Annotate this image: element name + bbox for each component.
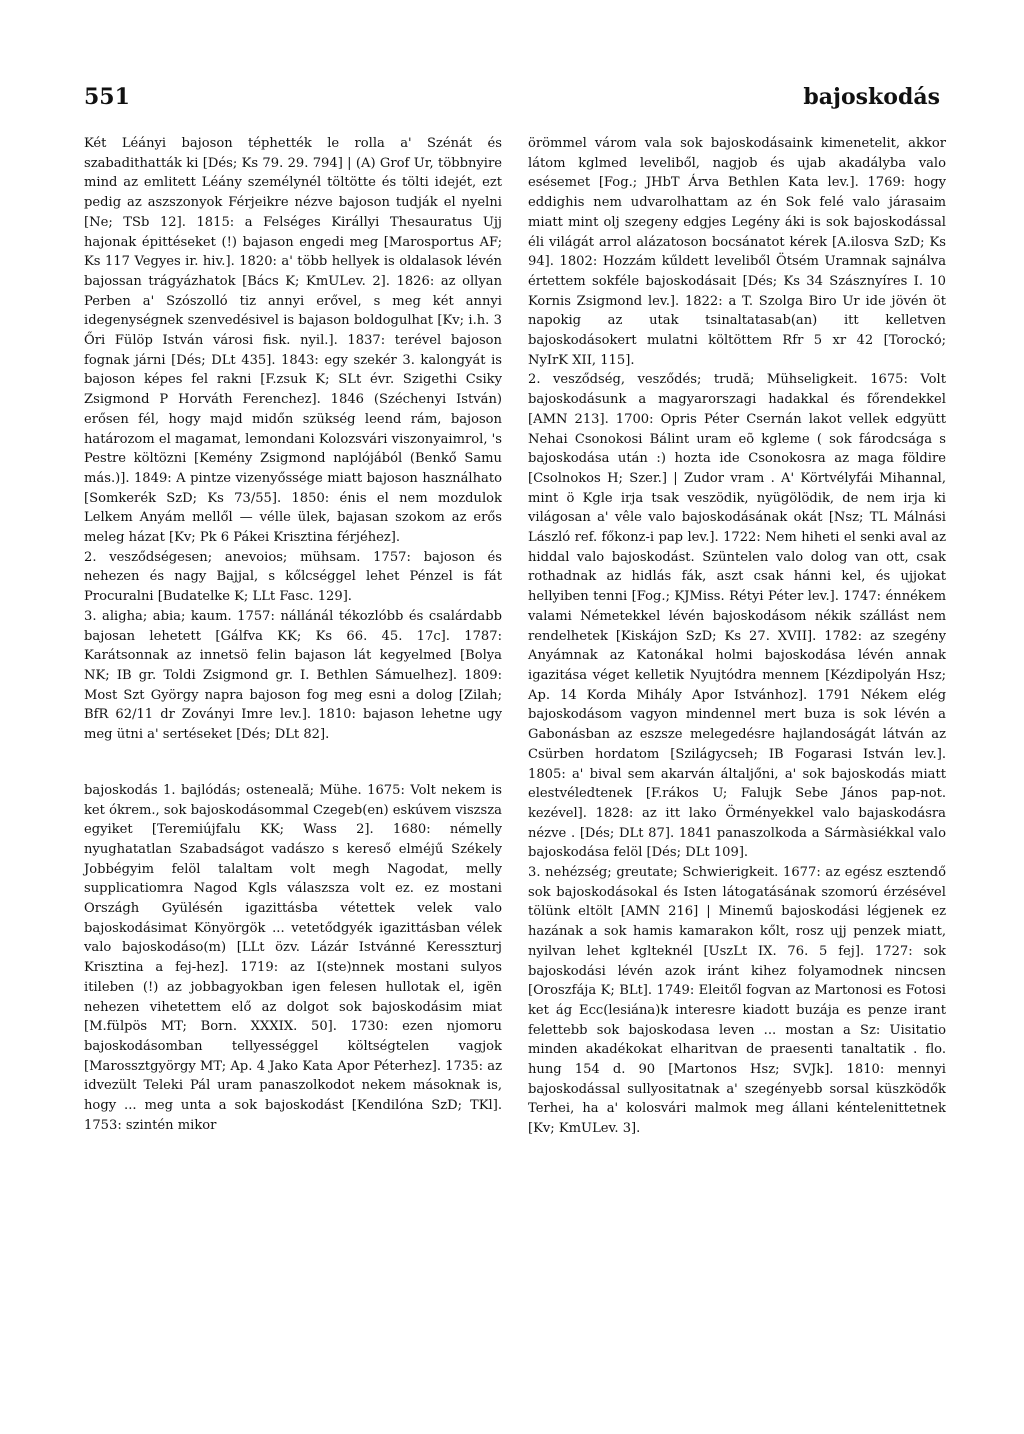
running-head: bajoskodás (803, 84, 940, 110)
entry-continuation: örömmel várom vala sok bajoskodásaink kimenetelit, akkor látom kglmed leveliből, nagjob és ujab akadályba valo esésemet [Fog.; JHbT Árva Bethlen Kata lev.]. 1769: hogy eddighis nem udvarolhattam az én Sok felé valo járasaim miatt mint olj szegeny edgjes Legény áki is sok bajoskodással éli világát arrol alázatoson bocsánatot kérek [A.ilosva SzD; Ks 94]. 1802: Hozzám kűldett leveliből Ötsém Uramnak sajnálva értettem sokféle bajoskodásait [Dés; Ks 34 Szásznyíres I. 10 Kornis Zsigmond lev.]. 1822: a T. Szolga Biro Ur ide jövén öt napokig az utak tsinaltatasab(an) itt kelletven bajoskodásokert mulatni költöttem Rfr 5 xr 42 [Torockó; NyIrK XII, 115]. (528, 136, 946, 368)
entry-sense-3: 3. nehézség; greutate; Schwierigkeit. 1677: az egész esztendő sok bajoskodásokal és Isten látogatásának szomorú érzésével tölünk eltölt [AMN 216] | Minemű bajoskodási légjenek ez hazának a sok hamis kamarakon kőlt, rosz ujj penzek miatt, nyilvan lehet kglteknél [UszLt IX. 76. 5 fej]. 1727: sok bajoskodási lévén azok iránt kihez folyamodnek nincsen [Oroszfája K; BLt]. 1749: Eleitől fogvan az Martonosi es Fotosi ket ág Ecc(lesiána)k interesre kiadott buzája es penze irant felettebb sok bajoskodasa leven ... mostan a Sz: Uisitatio minden akadékokat elharitvan de praesenti tanaltatik . flo. hung 154 d. 90 [Martonos Hsz; SVJk]. 1810: mennyi bajoskodással sullyositatnak a' szegényebb sorsal küszködők Terhei, ha a' kolosvári malmok meg állani kéntelenittetnek [Kv; KmULev. 3]. (528, 865, 946, 1137)
entry-paragraph: Két Léányi bajoson téphették le rolla a' Szénát és szabadithatták ki [Dés; Ks 79. 29. 794] | (A) Grof Ur, többnyire mind az emlitett Léány személynél töltötte és tölti idejét, ezt pedig az aszszonyok Férjeikre nézve bajoson tudják el nyelni [Ne; TSb 12]. 1815: a Felséges Királlyi Thesauratus Ujj hajonak épittéseket (!) bajason engedi meg [Marosportus AF; Ks 117 Vegyes ir. hiv.]. 1820: a' több hellyek is oldalasok lévén bajossan trágyázhatok [Bács K; KmULev. 2]. 1826: az ollyan Perben a' Szószolló tiz annyi erővel, s meg két annyi idegenységnek szenvedésivel is bajason boldogulhat [Kv; i.h. 3 Őri Fülöp István városi fisk. nyil.]. 1837: terével bajoson fognak járni [Dés; DLt 435]. 1843: egy szekér 3. kalongyát is bajoson képes fel rakni [F.zsuk K; SLt évr. Szigethi Csiky Zsigmond P Horváth Ferenchez]. 1846 (Széchenyi István) erősen fél, hogy majd midőn szükség leend rám, bajoson határozom el magamat, lemondani Kolozsvári viszonyaimrol, 's Pestre költözni [Kemény Zsigmond naplójából (Benkő Samu más.)]. 1849: A pintze vizenyőssége miatt bajoson használhato [Somkerék SzD; Ks 73/55]. 1850: énis el nem mozdulok Lelkem Anyám mellől — vélle ülek, bajasan szokom az erős meleg házat [Kv; Pk 6 Pákei Krisztina férjéhez]. (84, 136, 502, 546)
entry-sense-2: 2. vesződségesen; anevoios; mühsam. 1757: bajoson és nehezen és nagy Bajjal, s kőlcséggel lehet Pénzel is fát Procuralni [Budatelke K; LLt Fasc. 129]. (84, 549, 502, 605)
page-number: 551 (84, 84, 130, 110)
entry-sense-2: 2. vesződség, vesződés; trudă; Mühseligkeit. 1675: Volt bajoskodásunk a magyarorszagi hadakkal és főrendekkel [AMN 213]. 1700: Opris Péter Csernán lakot vellek edgyütt Nehai Csonokosi Bálint uram eõ kgleme ( sok fárodcsága s bajoskodása után :) hozta ide Csonokosra az maga földire [Csolnokos H; Szer.] | Zudor vram . A' Körtvélyfái Mihannal, mint ö Kgle irja tsak veszödik, nyügölödik, de nem irja ki világosan a' vêle valo bajoskodásának okát [Nsz; TL Málnási László ref. főkonz-i pap lev.]. 1722: Nem hiheti el senki aval az hiddal valo bajoskodást. Szüntelen valo dolog van ott, csak rothadnak az hidlás fák, aszt csak hánni kel, és ujjokat hellyiben tenni [Fog.; KJMiss. Rétyi Péter lev.]. 1747: énnékem valami Németekkel lévén bajoskodásom nékik szállást nem rendelhetek [Kiskájon SzD; Ks 27. XVII]. 1782: az szegény Anyámnak az Katonákal holmi bajoskodása lévén annak igazitása véget kelletik Nyujtódra mennem [Kézdipolyán Hsz; Ap. 14 Korda Mihály Apor Istvánhoz]. 1791 Nékem elég bajoskodásom vagyon mindennel mert buza is sok lévén a Gabonásban az eszsze melegedésre hajlandoságát látván az Csürben hordatom [Szilágycseh; IB Fogarasi István lev.]. 1805: a' bival sem akarván általjőni, a' sok bajoskodás miatt elestvéledtenek [F.rákos U; Falujk Sebe János pap-not. kezével]. 1828: az itt lako Örményekkel valo bajaskodásra nézve . [Dés; DLt 87]. 1841 panaszolkoda a Sármàsiékkal valo bajoskodása felöl [Dés; DLt 109]. (528, 372, 946, 861)
right-column (528, 134, 946, 1139)
left-column (84, 134, 502, 1135)
entry-sense-3: 3. aligha; abia; kaum. 1757: nállánál tékozlóbb és csalárdabb bajosan lehetett [Gálfva KK; Ks 66. 45. 17c]. 1787: Karátsonnak az innetsö felin bajason lát kegyelmed [Bolya NK; IB gr. Toldi Zsigmond gr. I. Bethlen Sámuelhez]. 1809: Most Szt György napra bajoson fog meg esni a dolog [Zilah; BfR 62/11 dr Zoványi Imre lev.]. 1810: bajason lehetne ugy meg ütni a' sertéseket [Dés; DLt 82]. (84, 608, 502, 743)
entry-headword-bajoskodas: bajoskodás 1. bajlódás; osteneală; Mühe. 1675: Volt nekem is ket ókrem., sok bajoskodásommal Czegeb(en) eskúvem viszsza egyiket [Teremiújfalu KK; Wass 2]. 1680: némelly nyughatatlan Szabadságot vadászo s kereső elméjű Székely Jobbégyim felöl talaltam volt megh Nagodat, melly supplicatiomra Nagod Kgls válaszsza volt ez. ez mostani Országh Gyülésén igazittásba vétettek velek valo bajoskodásimat Könyörgök ... vetetődgyék igazittásban vélek valo bajoskodáso(m) [LLt özv. Lázár Istvánné Keresszturj Krisztina a fej-hez]. 1719: az I(ste)nnek mostani sulyos itileben (!) az jobbagyokban igen felesen hullotak el, igën nehezen vihetettem elő az dolgot sok bajoskodásim miat [M.fülpös MT; Born. XXXIX. 50]. 1730: ezen njomoru bajoskodásomban tellyességgel költségtelen vagjok [Marossztgyörgy MT; Ap. 4 Jako Kata Apor Péterhez]. 1735: az idvezült Teleki Pál uram panaszolkodot nekem másoknak is, hogy ... meg unta a sok bajoskodást [Kendilóna SzD; TKl]. 1753: szintén mikor (84, 782, 502, 1133)
entry-separator (84, 745, 502, 781)
